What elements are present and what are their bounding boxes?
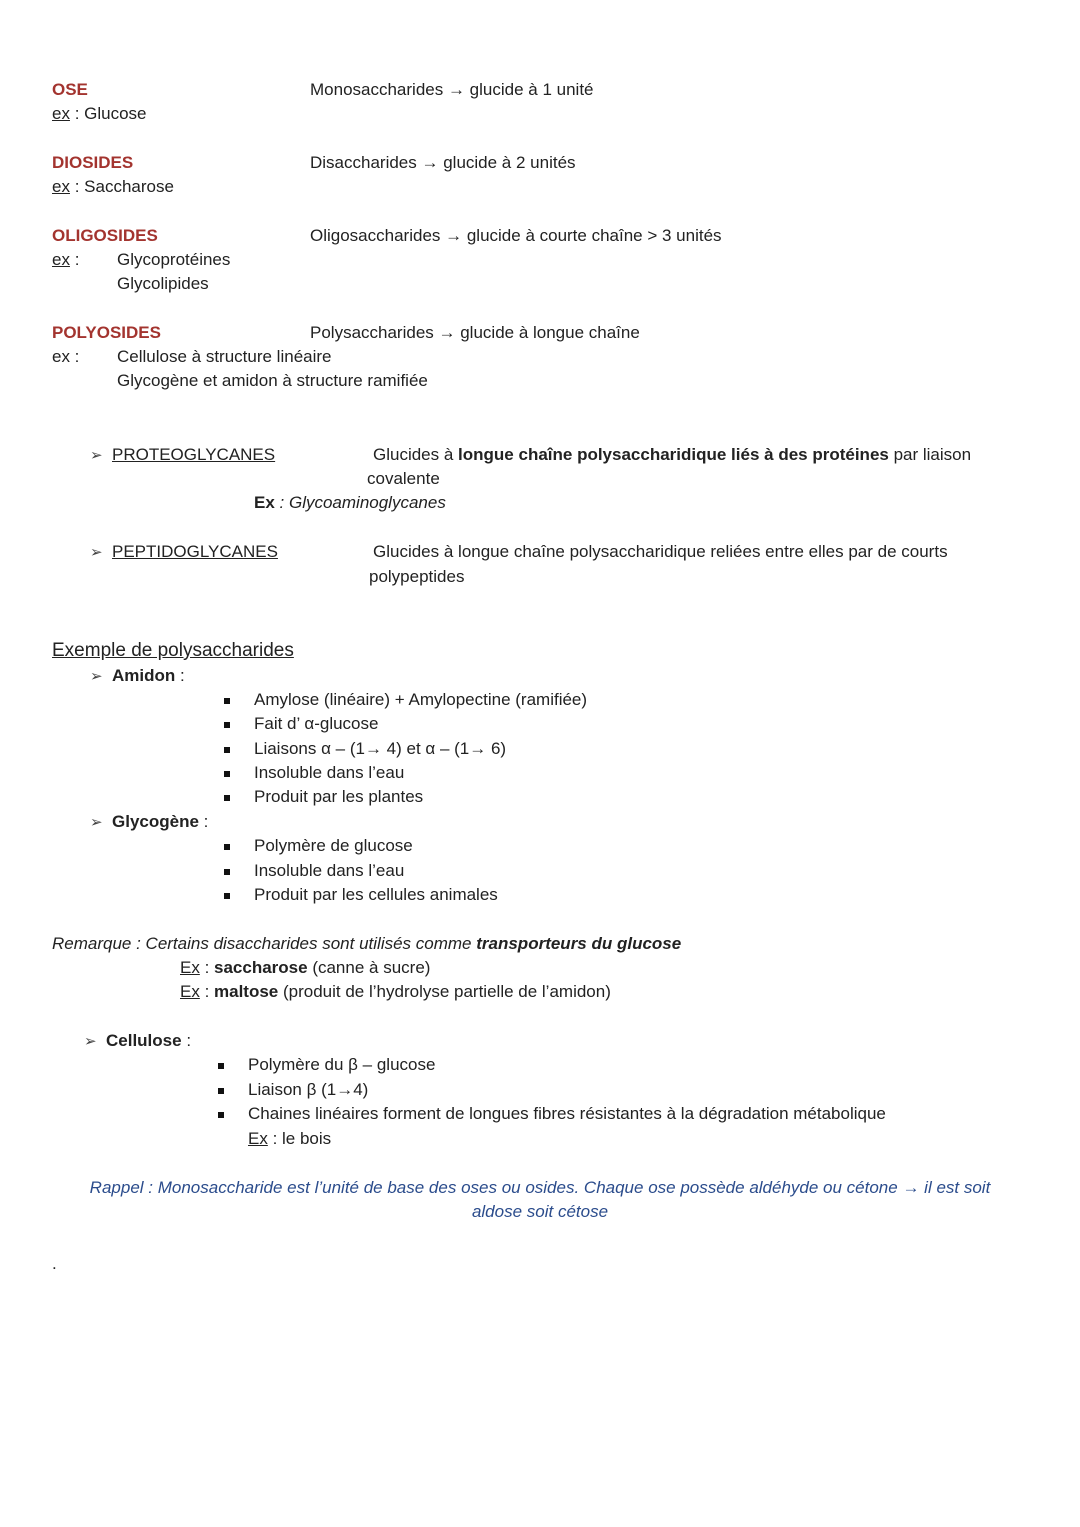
proteoglycanes-heading: ➢ PROTEOGLYCANES	[90, 443, 275, 468]
bullet-square-icon	[224, 869, 230, 875]
trailing-dot: .	[52, 1254, 57, 1273]
exemple-title: Exemple de polysaccharides	[52, 640, 294, 661]
arrow-hand-icon: ➢	[84, 1033, 97, 1050]
arrow-hand-icon: ➢	[90, 668, 103, 685]
peptidoglycanes-definition-line2: polypeptides	[369, 567, 465, 586]
section-title-ose: OSE	[52, 80, 88, 99]
bullet-square-icon	[224, 893, 230, 899]
proteoglycanes-example: Ex : Glycoaminoglycanes	[254, 493, 446, 512]
amidon-heading: ➢ Amidon :	[90, 664, 185, 689]
section-title-polyosides: POLYOSIDES	[52, 323, 161, 342]
oligosides-example-2: Glycolipides	[117, 274, 209, 293]
section-title-diosides: DIOSIDES	[52, 153, 134, 172]
proteoglycanes-definition-line1: Glucides à longue chaîne polysaccharidique liés à des protéines par liaison	[373, 445, 972, 464]
peptidoglycanes-definition-line1: Glucides à longue chaîne polysaccharidique reliées entre elles par de courts	[373, 542, 948, 561]
bullet-square-icon	[224, 747, 230, 753]
bullet-square-icon	[224, 722, 230, 728]
oligosides-definition: Oligosaccharides → glucide à courte chaîne > 3 unités	[310, 226, 722, 245]
polyosides-definition: Polysaccharides → glucide à longue chaîne	[310, 323, 640, 342]
amidon-item: Amylose (linéaire) + Amylopectine (ramifiée)	[254, 690, 588, 709]
cellulose-item: Liaison β (1→4)	[248, 1080, 369, 1099]
glycogene-heading: ➢ Glycogène :	[90, 810, 208, 835]
cellulose-heading: ➢ Cellulose :	[84, 1029, 191, 1054]
bullet-square-icon	[218, 1088, 224, 1094]
remarque-example-2: Ex : maltose (produit de l’hydrolyse partielle de l’amidon)	[180, 982, 611, 1001]
cellulose-item: Polymère du β – glucose	[248, 1055, 436, 1074]
remarque-example-1: Ex : saccharose (canne à sucre)	[180, 958, 431, 977]
diosides-definition: Disaccharides → glucide à 2 unités	[310, 153, 576, 172]
ose-definition: Monosaccharides → glucide à 1 unité	[310, 80, 594, 99]
oligosides-example-1: Glycoprotéines	[117, 250, 231, 269]
peptidoglycanes-heading: ➢ PEPTIDOGLYCANES	[90, 540, 278, 565]
polyosides-example-1: Cellulose à structure linéaire	[117, 347, 332, 366]
remarque-text: Remarque : Certains disaccharides sont utilisés comme transporteurs du glucose	[52, 934, 682, 953]
amidon-item: Fait d’ α-glucose	[254, 714, 379, 733]
ose-example: ex : Glucose	[52, 104, 147, 123]
bullet-square-icon	[224, 771, 230, 777]
bullet-square-icon	[224, 698, 230, 704]
cellulose-example: Ex : le bois	[248, 1129, 332, 1148]
bullet-square-icon	[224, 795, 230, 801]
section-title-oligosides: OLIGOSIDES	[52, 226, 158, 245]
bullet-square-icon	[224, 844, 230, 850]
amidon-item: Insoluble dans l’eau	[254, 763, 405, 782]
proteoglycanes-definition-line2: covalente	[367, 469, 440, 488]
amidon-item: Liaisons α – (1→ 4) et α – (1→ 6)	[254, 739, 507, 758]
bullet-square-icon	[218, 1112, 224, 1118]
diosides-example: ex : Saccharose	[52, 177, 174, 196]
rappel-line2: aldose soit cétose	[471, 1202, 609, 1221]
rappel-line1: Rappel : Monosaccharide est l’unité de base des oses ou osides. Chaque ose possède aldéhyde ou cétone → il est soit	[89, 1178, 991, 1197]
arrow-hand-icon: ➢	[90, 544, 103, 561]
amidon-item: Produit par les plantes	[254, 787, 424, 806]
glycogene-item: Produit par les cellules animales	[254, 885, 498, 904]
glycogene-item: Insoluble dans l’eau	[254, 861, 405, 880]
arrow-hand-icon: ➢	[90, 814, 103, 831]
glycogene-item: Polymère de glucose	[254, 836, 413, 855]
arrow-hand-icon: ➢	[90, 447, 103, 464]
oligosides-ex-label: ex :	[52, 250, 80, 269]
polyosides-ex-label: ex :	[52, 347, 80, 366]
cellulose-item: Chaines linéaires forment de longues fibres résistantes à la dégradation métabolique	[248, 1104, 886, 1123]
polyosides-example-2: Glycogène et amidon à structure ramifiée	[117, 371, 428, 390]
bullet-square-icon	[218, 1063, 224, 1069]
